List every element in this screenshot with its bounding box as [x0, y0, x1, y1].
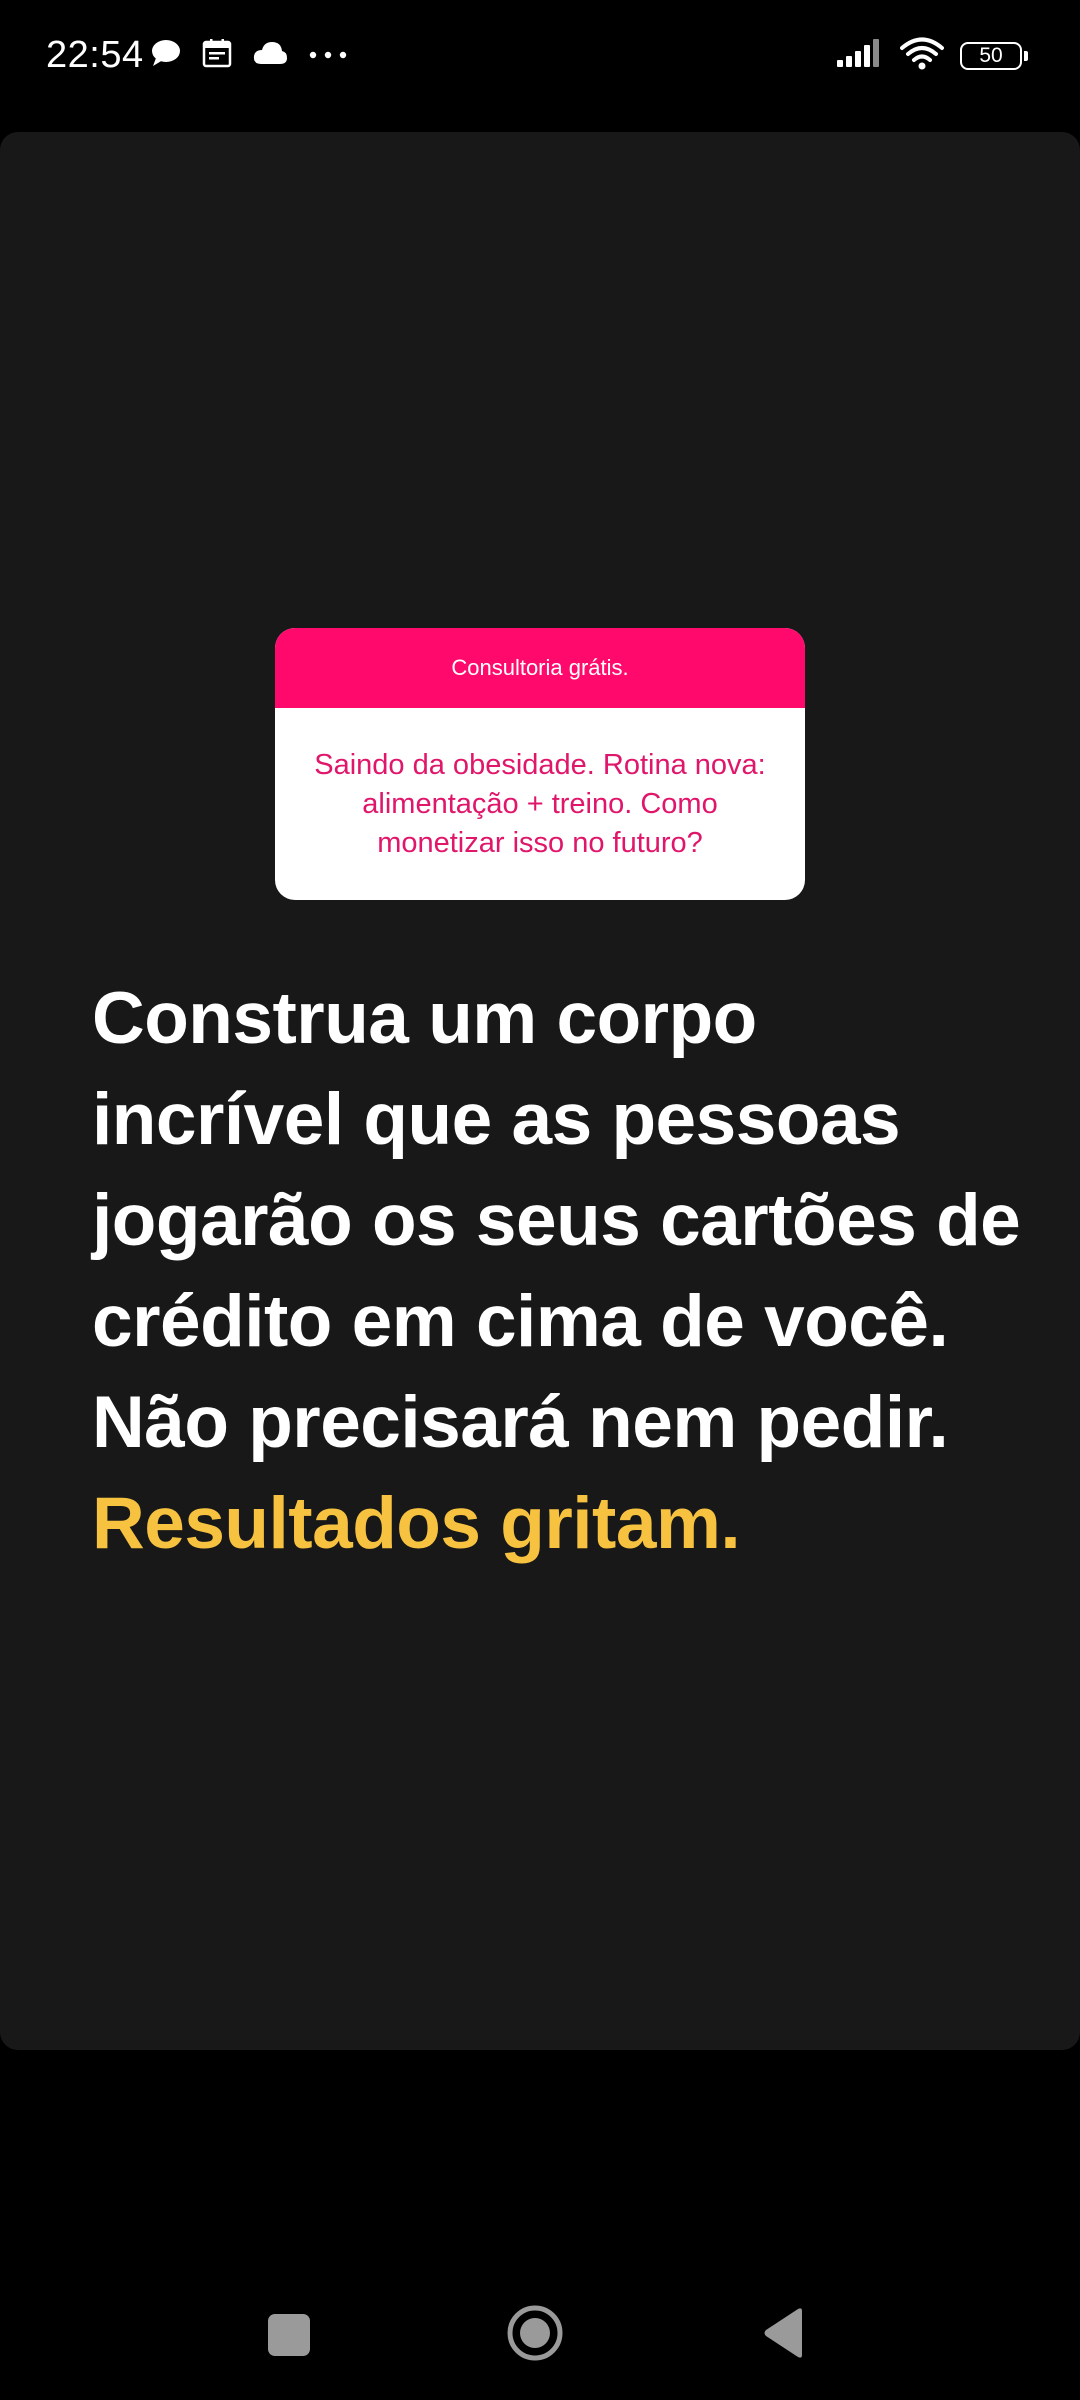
wifi-icon: [900, 36, 944, 75]
cloud-icon: [252, 40, 288, 71]
status-bar: [0, 0, 1080, 120]
chat-bubble-icon: [150, 38, 182, 73]
headline-text: Construa um corpo incrível que as pessoas jogarão os seus cartões de crédito em cima de você. Não precisará nem pedir.: [92, 978, 1021, 1463]
status-time: 22:54: [46, 34, 144, 76]
story-headline: [92, 968, 1022, 1574]
sticker-question: Saindo da obesidade. Rotina nova: alimentação + treino. Como monetizar isso no futuro?: [314, 748, 766, 859]
battery-level: 50: [979, 43, 1003, 67]
sticker-header: Consultoria grátis.: [275, 628, 805, 708]
back-triangle-icon: [760, 2307, 806, 2364]
navigation-bar: [0, 2270, 1080, 2390]
square-icon: [268, 2314, 310, 2356]
notification-icons: [150, 38, 348, 73]
circle-icon: [505, 2303, 565, 2368]
system-icons: [836, 36, 1022, 75]
calendar-icon: [202, 38, 232, 73]
story-card[interactable]: [0, 132, 1080, 2050]
battery-icon: [960, 42, 1022, 70]
signal-icon: [836, 38, 884, 73]
recents-button[interactable]: [254, 2300, 324, 2370]
more-dots-icon: [308, 47, 348, 65]
headline-highlight: Resultados gritam.: [92, 1483, 741, 1564]
home-button[interactable]: [500, 2300, 570, 2370]
back-button[interactable]: [748, 2300, 818, 2370]
question-sticker[interactable]: [275, 628, 805, 900]
